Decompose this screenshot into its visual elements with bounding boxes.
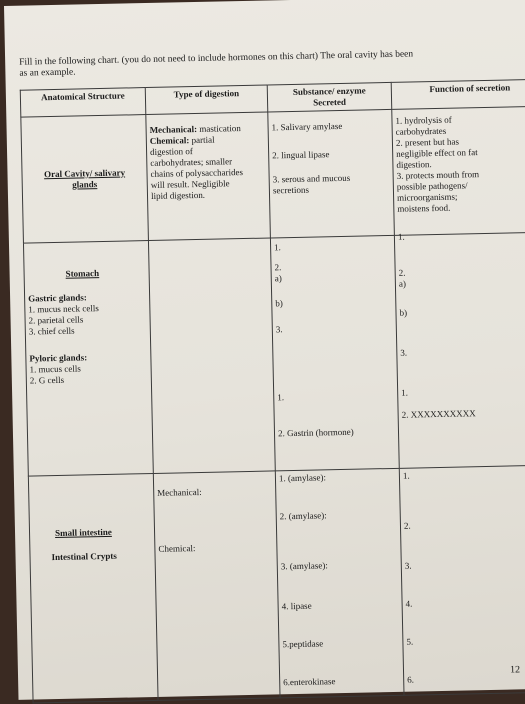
stomach-structure-wrap xyxy=(27,243,150,473)
instructions-line-1: Fill in the following chart. (you do not need to include hormones on this chart) The oral cavity has been xyxy=(19,49,414,68)
oral-function-3: 2. present but has xyxy=(395,136,460,148)
gastric-glands-title: Gastric glands: xyxy=(28,292,87,304)
stomach-substance-2a: a) xyxy=(274,273,282,284)
worksheet-page xyxy=(4,0,525,700)
small-function-4: 4. xyxy=(405,598,413,609)
chemical-value: partial xyxy=(191,134,215,146)
oral-substance-wrap xyxy=(271,112,391,235)
pyloric-glands-block xyxy=(29,352,87,386)
pyloric-gland-2: 2. G cells xyxy=(29,374,65,386)
oral-function-4: negligible effect on fat xyxy=(396,147,478,159)
oral-function-5: digestion. xyxy=(396,159,432,170)
header-type-of-digestion: Type of digestion xyxy=(145,85,268,115)
small-substance-wrap xyxy=(279,471,401,695)
cell-small-intestine-structure xyxy=(28,473,158,703)
mechanical-value: mastication xyxy=(199,123,241,134)
small-function-6: 6. xyxy=(407,674,415,685)
oral-substance-2: 2. lingual lipase xyxy=(272,149,330,161)
pyloric-glands-title: Pyloric glands: xyxy=(29,352,88,364)
cell-oral-structure xyxy=(21,115,149,244)
header-anatomical-structure: Anatomical Structure xyxy=(20,88,146,118)
small-substance-3: 3. (amylase): xyxy=(280,560,328,572)
oral-structure-line-1: Oral Cavity/ salivary xyxy=(43,167,126,179)
header-substance-line-1: Substance/ enzyme xyxy=(292,85,366,97)
stomach-substance-4: 1. xyxy=(277,392,285,403)
gastric-gland-2: 2. parietal cells xyxy=(28,314,84,326)
stomach-function-2b: b) xyxy=(399,307,408,318)
cell-oral-digestion xyxy=(146,112,271,241)
oral-substance-1: 1. Salivary amylase xyxy=(271,120,343,133)
page-number: 12 xyxy=(509,664,521,676)
small-function-2: 2. xyxy=(403,520,411,531)
stomach-function-4: 1. xyxy=(401,387,409,398)
stomach-substance-2: 2. xyxy=(274,262,282,273)
small-function-5: 5. xyxy=(406,636,414,647)
stomach-function-1: 1. xyxy=(397,231,405,242)
small-digestion-wrap xyxy=(157,473,277,697)
instructions-line-2: as an example. xyxy=(19,67,76,79)
stomach-title: Stomach xyxy=(65,268,100,279)
stomach-function-2: 2. xyxy=(398,267,406,278)
oral-function-6: 3. protects mouth from xyxy=(396,169,480,181)
oral-function-9: moistens food. xyxy=(397,202,451,214)
table-row-small-intestine xyxy=(28,465,525,703)
chemical-label: Chemical: xyxy=(149,135,190,146)
small-function-3: 3. xyxy=(404,560,412,571)
small-substance-6: 6.enterokinase xyxy=(283,676,336,688)
table-row-oral-cavity xyxy=(21,106,525,243)
small-function-wrap xyxy=(403,468,525,693)
digestion-chart xyxy=(20,79,525,704)
table-row-stomach xyxy=(23,232,525,476)
mechanical-label: Mechanical: xyxy=(149,123,198,135)
cell-stomach-function xyxy=(394,232,525,468)
stomach-substance-2b: b) xyxy=(275,298,283,309)
stomach-function-wrap xyxy=(397,231,525,466)
header-substance-enzyme xyxy=(267,82,392,112)
small-intestine-title: Small intestine xyxy=(54,526,112,539)
cell-small-intestine-function xyxy=(399,465,525,695)
oral-function-1: 1. hydrolysis of xyxy=(395,114,452,126)
oral-digestion-line-4: carbohydrates; smaller xyxy=(150,156,233,168)
cell-oral-function xyxy=(392,106,525,235)
stomach-function-2a: a) xyxy=(398,278,407,289)
oral-function-7: possible pathogens/ xyxy=(396,180,468,192)
pyloric-gland-1: 1. mucus cells xyxy=(29,363,81,375)
stomach-substance-3: 3. xyxy=(275,324,283,335)
cell-oral-substance xyxy=(268,109,395,238)
cell-stomach-structure xyxy=(23,241,153,477)
oral-structure-line-2: glands xyxy=(72,178,98,190)
stomach-function-5: 2. XXXXXXXXXX xyxy=(401,408,476,420)
stomach-substance-gastrin: 2. Gastrin (hormone) xyxy=(277,426,354,439)
small-chemical-label: Chemical: xyxy=(158,543,196,554)
gastric-glands-block xyxy=(28,292,99,337)
small-substance-1: 1. (amylase): xyxy=(278,472,327,484)
stomach-substance-1: 1. xyxy=(274,242,281,253)
oral-digestion-line-3: digestion of xyxy=(149,146,193,157)
small-substance-5: 5.peptidase xyxy=(282,638,324,650)
oral-function-8: microorganisms; xyxy=(396,191,458,203)
cell-small-intestine-substance xyxy=(275,468,404,698)
oral-substance-4: secretions xyxy=(272,184,310,196)
small-structure-wrap xyxy=(32,476,155,700)
oral-digestion-line-7: lipid digestion. xyxy=(150,189,206,201)
header-function-of-secretion: Function of secretion xyxy=(391,79,525,109)
oral-substance-3: 3. serous and mucous xyxy=(272,172,351,185)
small-mechanical-label: Mechanical: xyxy=(157,486,202,498)
small-substance-2: 2. (amylase): xyxy=(279,510,327,522)
cell-stomach-substance xyxy=(270,235,399,471)
oral-digestion-line-5: chains of polysaccharides xyxy=(150,167,244,179)
header-substance-line-2: Secreted xyxy=(313,96,347,108)
instructions xyxy=(19,47,524,80)
cell-stomach-digestion xyxy=(148,238,275,474)
small-substance-4: 4. lipase xyxy=(281,600,312,612)
gastric-gland-1: 1. mucus neck cells xyxy=(28,303,99,315)
oral-function-2: carbohydrates xyxy=(395,125,447,137)
stomach-substance-wrap xyxy=(274,238,396,468)
gastric-gland-3: 3. chief cells xyxy=(28,325,75,337)
small-function-1: 1. xyxy=(402,470,410,481)
oral-digestion-line-6: will result. Negligible xyxy=(150,178,230,190)
stomach-function-3: 3. xyxy=(400,347,408,358)
cell-small-intestine-digestion xyxy=(153,471,280,701)
intestinal-crypts-label: Intestinal Crypts xyxy=(51,550,117,563)
